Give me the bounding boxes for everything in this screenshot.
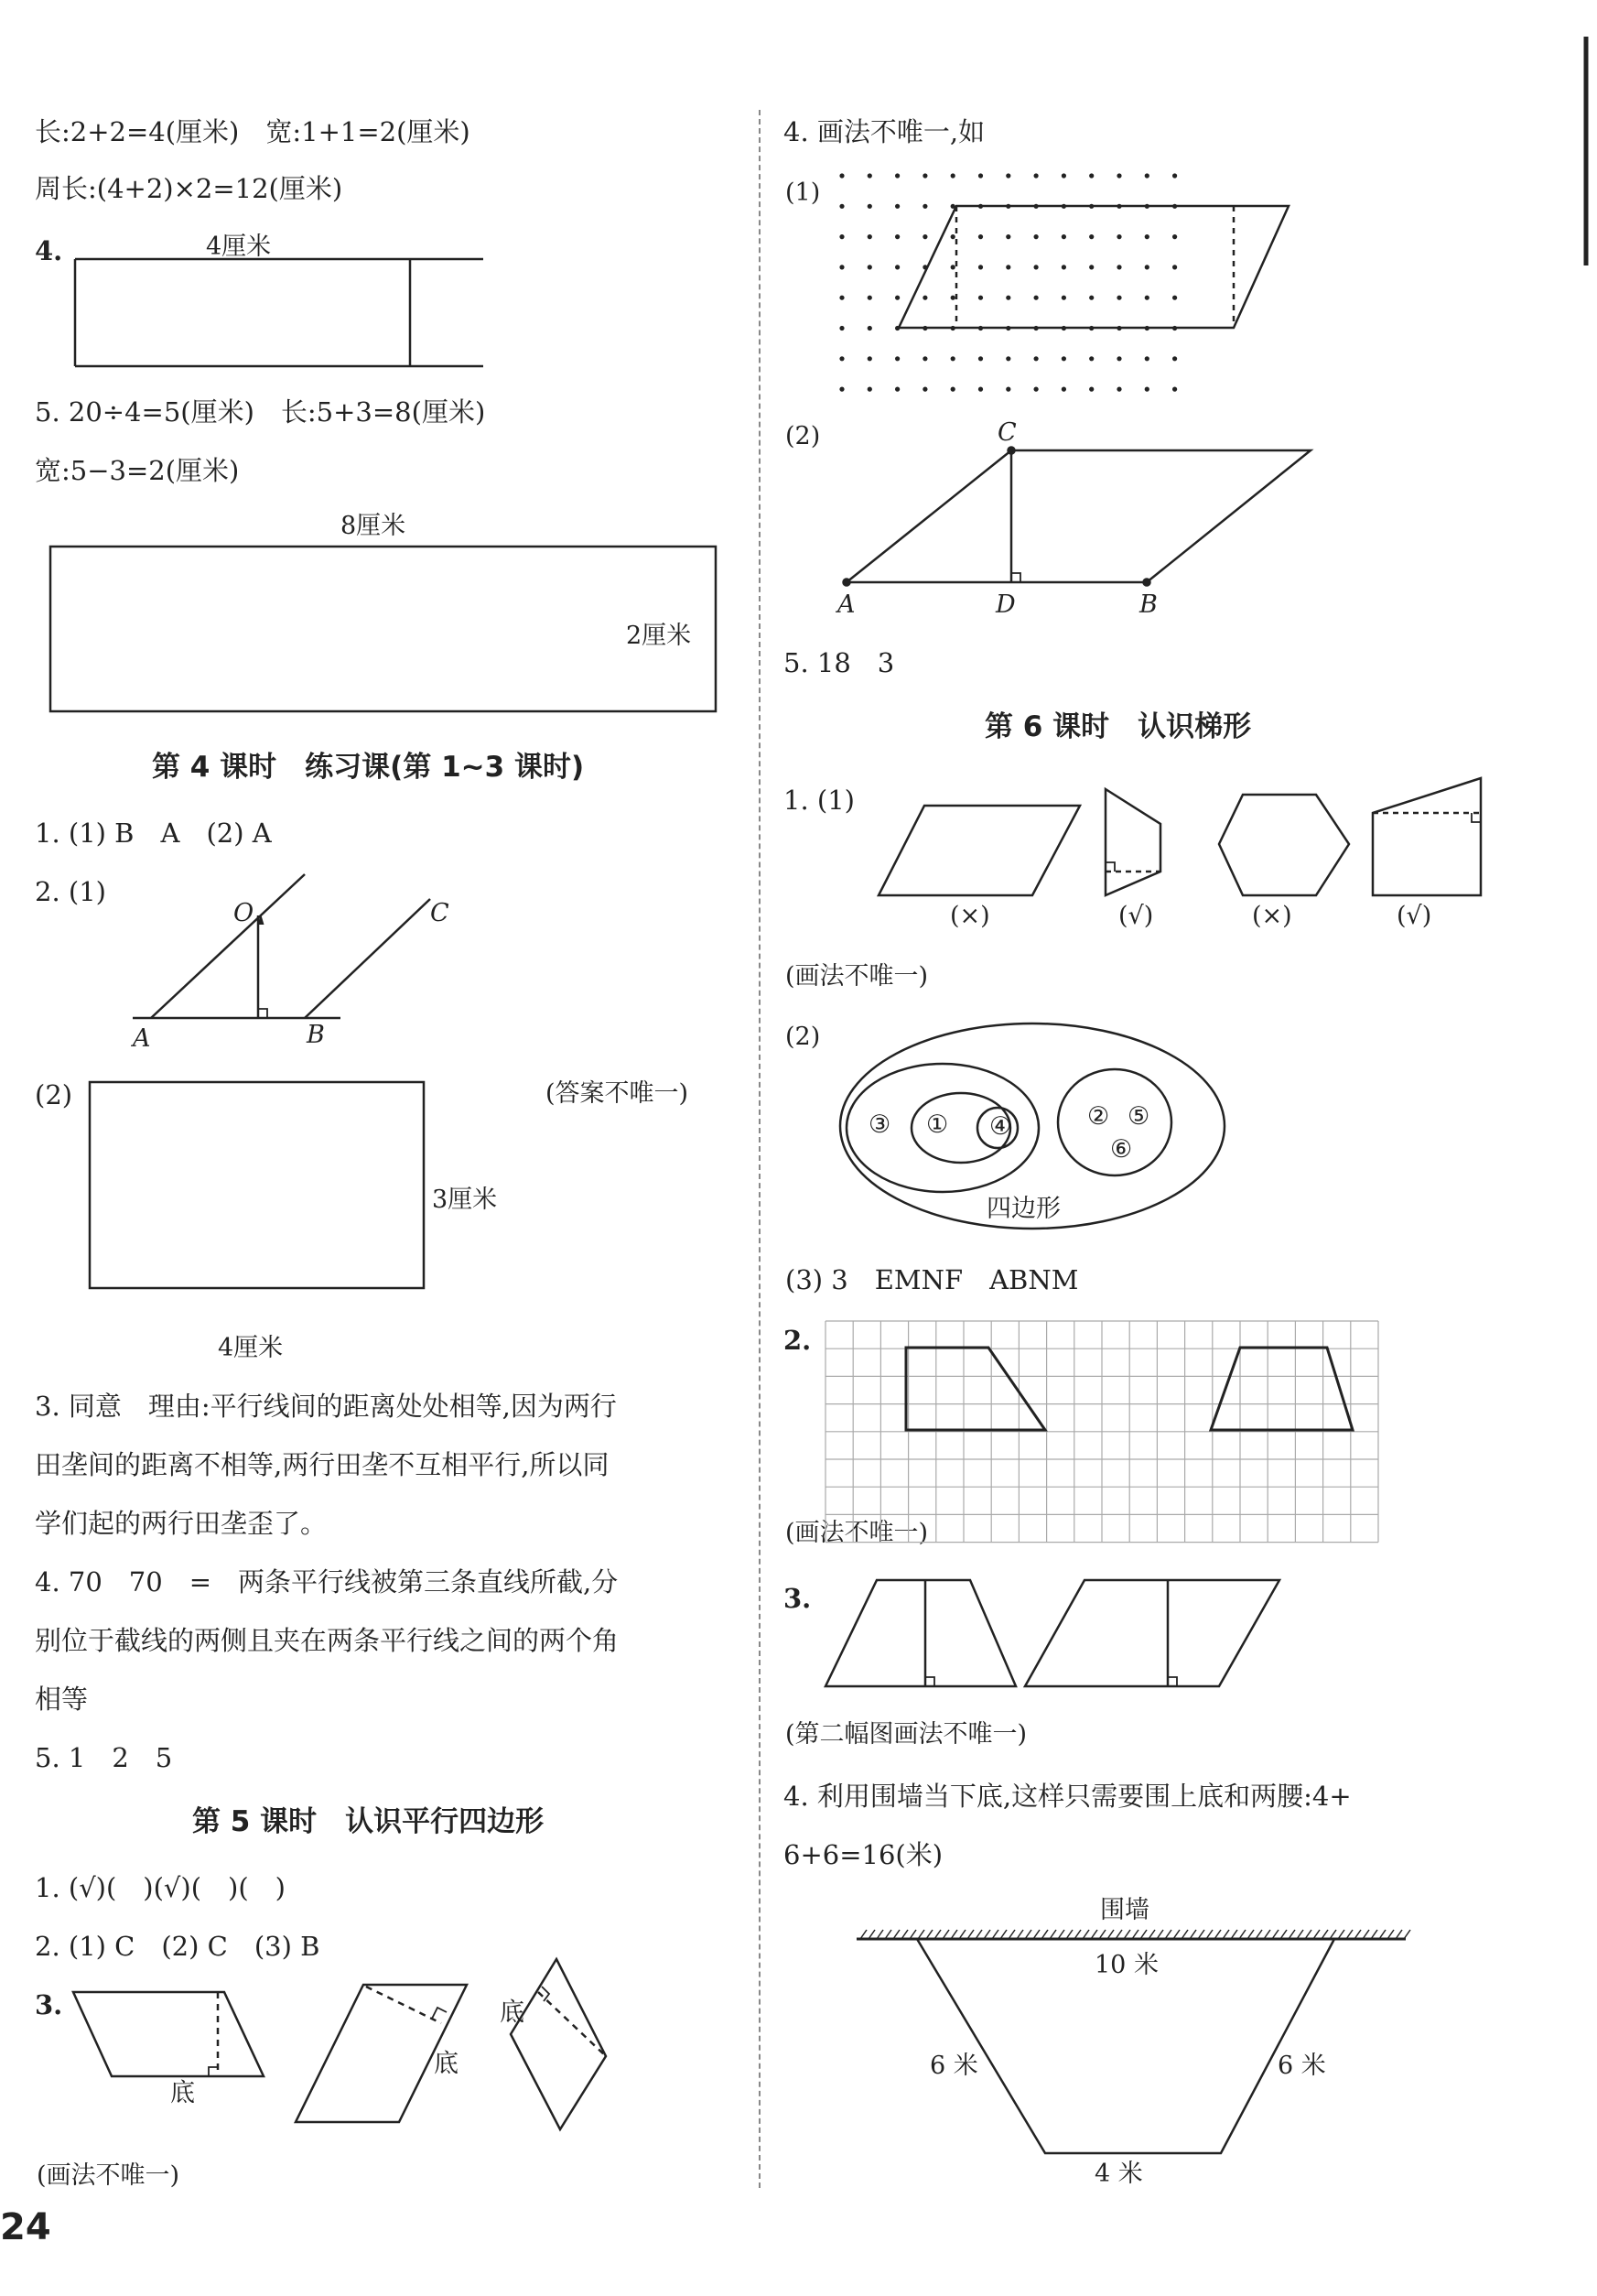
- grid-dot: [1034, 173, 1039, 178]
- calc-line-1: 长:2+2=4(厘米) 宽:1+1=2(厘米): [35, 116, 470, 147]
- s4-q2-part2: (2): [35, 1079, 73, 1110]
- venn-1: ①: [926, 1110, 949, 1139]
- venn-4: ④: [989, 1112, 1012, 1141]
- rect-width-label: 3厘米: [432, 1186, 498, 1214]
- grid-dot: [1089, 265, 1094, 269]
- grid-dot: [951, 387, 955, 392]
- grid-dot: [895, 387, 900, 392]
- grid-dot: [839, 356, 844, 361]
- grid-dot: [1117, 234, 1121, 239]
- venn-label: 四边形: [987, 1195, 1061, 1223]
- grid-dot: [951, 296, 955, 300]
- grid-dot: [839, 265, 844, 269]
- s4-q4-line3: 相等: [35, 1684, 89, 1715]
- grid-dot: [951, 234, 955, 239]
- q5-line-1: 5. 20÷4=5(厘米) 长:5+3=8(厘米): [35, 396, 486, 428]
- grid-dot: [1062, 265, 1066, 269]
- grid-dot: [868, 204, 872, 209]
- r-point-B: B: [1139, 590, 1158, 619]
- s6-q4-line1: 4. 利用围墙当下底,这样只需要围上底和两腰:4+: [783, 1781, 1352, 1812]
- q4-length-label: 4厘米: [206, 233, 272, 261]
- grid-dot: [1145, 265, 1149, 269]
- venn-6: ⑥: [1110, 1135, 1133, 1164]
- grid-dot: [1117, 387, 1121, 392]
- s5-q2: 2. (1) C (2) C (3) B: [35, 1931, 320, 1962]
- calc-line-2: 周长:(4+2)×2=12(厘米): [35, 173, 343, 204]
- s4-q2: 2. (1): [35, 876, 106, 907]
- grid-dot: [1089, 173, 1094, 178]
- q5-rectangle: [50, 547, 716, 711]
- grid-dot: [1006, 173, 1010, 178]
- s4-rectangle: [90, 1082, 424, 1288]
- grid-dot: [1089, 356, 1094, 361]
- shape-trapezoid-1: [1106, 789, 1160, 895]
- left-leg-label: 6 米: [930, 2052, 978, 2080]
- wall-figure: [857, 1930, 1410, 2153]
- grid-dot: [1006, 234, 1010, 239]
- mark-3: (×): [1252, 902, 1292, 930]
- grid-dot: [895, 265, 900, 269]
- grid-dot: [839, 204, 844, 209]
- grid-dot: [895, 204, 900, 209]
- grid-dot: [1034, 356, 1039, 361]
- q5-line-2: 宽:5−3=2(厘米): [35, 455, 240, 486]
- s4-q3-line1: 3. 同意 理由:平行线间的距离处处相等,因为两行: [35, 1391, 617, 1422]
- grid-dot: [1006, 296, 1010, 300]
- q4-number: 4.: [35, 235, 63, 266]
- grid-dot: [978, 265, 983, 269]
- grid-dot: [1172, 265, 1177, 269]
- grid-dot: [1006, 265, 1010, 269]
- grid-dot: [923, 234, 927, 239]
- grid-dot: [1117, 356, 1121, 361]
- venn-5: ⑤: [1128, 1102, 1150, 1131]
- grid-dot: [1062, 173, 1066, 178]
- grid-dot: [1062, 356, 1066, 361]
- grid-dot: [868, 296, 872, 300]
- grid-dot: [839, 387, 844, 392]
- bottom-length-label: 4 米: [1095, 2160, 1143, 2188]
- grid-dot: [868, 326, 872, 330]
- grid-dot: [978, 356, 983, 361]
- grid-dot: [868, 173, 872, 178]
- s4-q5: 5. 1 2 5: [35, 1742, 173, 1773]
- grid-dot: [839, 296, 844, 300]
- grid-dot: [895, 173, 900, 178]
- s6-part3: (3) 3 EMNF ABNM: [785, 1264, 1079, 1295]
- s6-note3: (第二幅图画法不唯一): [785, 1720, 1028, 1749]
- grid-dot: [1034, 234, 1039, 239]
- grid-dot: [1172, 387, 1177, 392]
- grid-dot: [868, 265, 872, 269]
- point-B-label: B: [307, 1021, 325, 1049]
- shape-trapezoid-2: [1373, 778, 1481, 895]
- s5-q1: 1. (√)( )(√)( )( ): [35, 1872, 286, 1903]
- grid-dot: [1034, 265, 1039, 269]
- top-length-label: 10 米: [1095, 1951, 1159, 1979]
- page-number: 24: [0, 2206, 51, 2248]
- base-label-3: 底: [500, 1998, 524, 2027]
- grid-dot: [978, 296, 983, 300]
- grid-trapezoid-2: [1211, 1348, 1353, 1430]
- section-4-heading: 第 4 课时 练习课(第 1~3 课时): [152, 751, 585, 784]
- grid-dot: [1117, 296, 1121, 300]
- grid-trapezoid-1: [906, 1348, 1045, 1430]
- grid-dot: [1089, 387, 1094, 392]
- grid-dot: [1062, 234, 1066, 239]
- right-leg-label: 6 米: [1278, 2052, 1326, 2080]
- s4-q4-line1: 4. 70 70 = 两条平行线被第三条直线所截,分: [35, 1566, 619, 1597]
- s4-q4-line2: 别位于截线的两侧且夹在两条平行线之间的两个角: [35, 1625, 620, 1656]
- s6-q3: 3.: [783, 1583, 812, 1614]
- parallel-lines-figure: [133, 874, 430, 1018]
- s4-q3-line2: 田垄间的距离不相等,两行田垄不互相平行,所以同: [35, 1449, 610, 1480]
- grid-dot: [951, 356, 955, 361]
- s4-q3-line3: 学们起的两行田垄歪了。: [35, 1508, 328, 1539]
- parallelogram-height: [844, 448, 1311, 586]
- r-q5: 5. 18 3: [783, 647, 895, 678]
- grid-dot: [1145, 356, 1149, 361]
- grid-dot: [1006, 387, 1010, 392]
- grid-dot: [1089, 296, 1094, 300]
- grid-dot: [868, 356, 872, 361]
- s6-q1: 1. (1): [783, 785, 855, 816]
- r-point-D: D: [996, 590, 1016, 619]
- grid-dot: [923, 204, 927, 209]
- parallelogram-3: [511, 1959, 606, 2129]
- venn-2: ②: [1087, 1102, 1110, 1131]
- venn-diagram: [840, 1023, 1225, 1229]
- s4-q1: 1. (1) B A (2) A: [35, 818, 272, 849]
- grid-dot: [1034, 387, 1039, 392]
- mark-4: (√): [1397, 902, 1432, 930]
- grid-dot: [1062, 296, 1066, 300]
- grid-dot: [1172, 296, 1177, 300]
- parallelogram-1: [73, 1992, 264, 2076]
- square-grid: [825, 1321, 1378, 1543]
- r-point-C: C: [998, 418, 1017, 447]
- section-5-heading: 第 5 课时 认识平行四边形: [192, 1805, 545, 1838]
- grid-dot: [951, 173, 955, 178]
- grid-dot: [839, 234, 844, 239]
- grid-dot: [1172, 356, 1177, 361]
- grid-dot: [978, 387, 983, 392]
- q4-rectangle: [75, 259, 483, 366]
- rect-length-label: 4厘米: [218, 1334, 284, 1362]
- base-label-2: 底: [434, 2050, 459, 2078]
- grid-dot: [1172, 173, 1177, 178]
- r-part1: (1): [785, 179, 821, 207]
- grid-dot: [1145, 173, 1149, 178]
- point-A-label: A: [133, 1024, 151, 1053]
- grid-dot: [839, 326, 844, 330]
- venn-3: ③: [869, 1110, 891, 1139]
- r-point-A: A: [837, 590, 856, 619]
- q5-width-label: 2厘米: [626, 622, 692, 650]
- s5-note: (画法不唯一): [37, 2161, 180, 2190]
- grid-dot: [1034, 296, 1039, 300]
- base-label-1: 底: [170, 2079, 195, 2107]
- height-parallelogram: [1025, 1580, 1279, 1686]
- grid-dot: [978, 173, 983, 178]
- s6-part2: (2): [785, 1023, 821, 1051]
- grid-dot: [895, 234, 900, 239]
- grid-dot: [923, 173, 927, 178]
- grid-dot: [1117, 265, 1121, 269]
- grid-dot: [868, 387, 872, 392]
- shape-hexagon: [1219, 795, 1349, 895]
- grid-dot: [1145, 296, 1149, 300]
- s6-note1: (画法不唯一): [785, 962, 929, 991]
- grid-dot: [895, 356, 900, 361]
- grid-dot: [895, 296, 900, 300]
- section-6-heading: 第 6 课时 认识梯形: [985, 710, 1252, 743]
- s6-q2: 2.: [783, 1325, 812, 1356]
- grid-dot: [923, 296, 927, 300]
- grid-dot: [923, 356, 927, 361]
- q5-length-label: 8厘米: [340, 512, 406, 540]
- grid-dot: [923, 387, 927, 392]
- point-O-label: O: [233, 899, 254, 927]
- wall-hatch: [1404, 1930, 1410, 1939]
- shape-rhombus: [879, 806, 1080, 895]
- grid-dot: [978, 234, 983, 239]
- s5-q3: 3.: [35, 1989, 63, 2020]
- answer-not-unique-note: (答案不唯一): [545, 1079, 689, 1108]
- grid-dot: [1145, 234, 1149, 239]
- wall-label: 围墙: [1100, 1896, 1149, 1924]
- grid-dot: [951, 265, 955, 269]
- grid-dot: [868, 234, 872, 239]
- s6-q4-line2: 6+6=16(米): [783, 1839, 944, 1870]
- mark-1: (×): [950, 902, 990, 930]
- r-q4: 4. 画法不唯一,如: [783, 116, 986, 147]
- grid-dot: [1117, 173, 1121, 178]
- grid-dot: [1089, 234, 1094, 239]
- grid-dot: [1145, 387, 1149, 392]
- r-part2: (2): [785, 422, 821, 450]
- mark-2: (√): [1118, 902, 1154, 930]
- grid-dot: [1006, 356, 1010, 361]
- height-trapezoid: [825, 1580, 1016, 1686]
- s6-note2: (画法不唯一): [785, 1519, 929, 1547]
- grid-dot: [839, 173, 844, 178]
- grid-dot: [1172, 234, 1177, 239]
- grid-dot: [1062, 387, 1066, 392]
- point-C-label: C: [430, 899, 449, 927]
- parallelogram-2: [296, 1985, 467, 2122]
